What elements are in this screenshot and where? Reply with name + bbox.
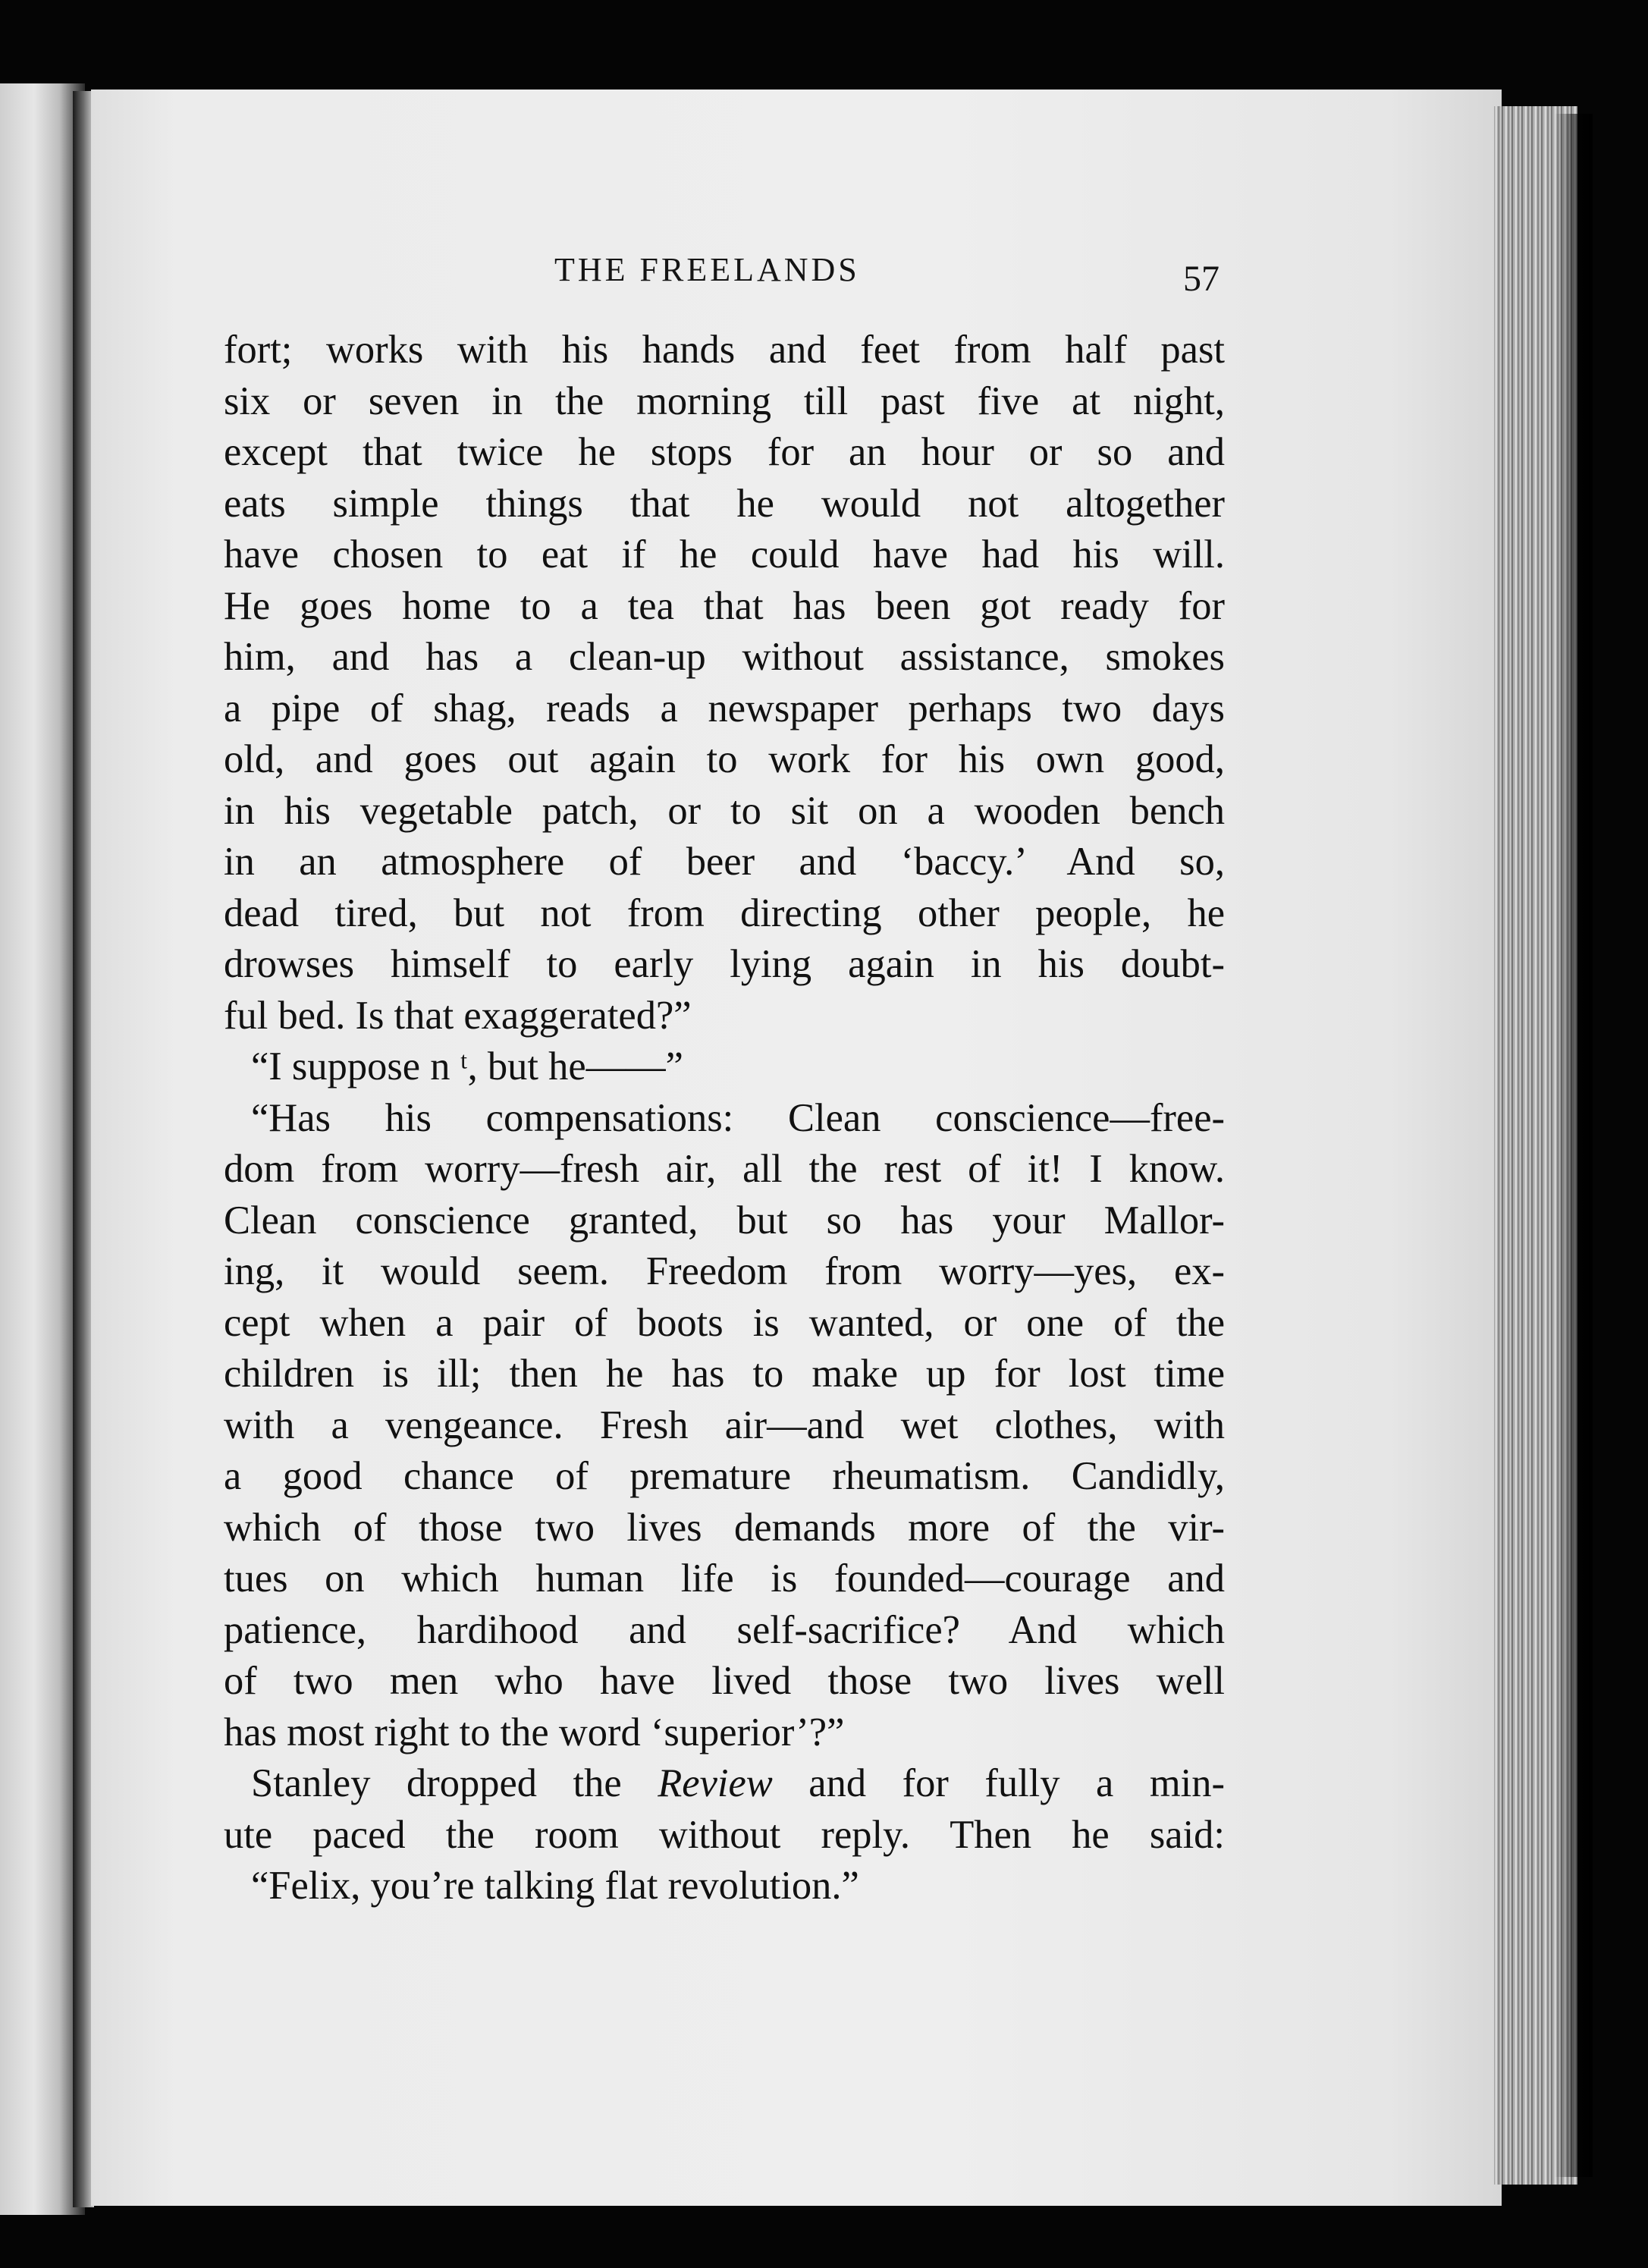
text-line: in an atmosphere of beer and ‘baccy.’ And so, bbox=[224, 840, 1225, 884]
text-line: a pipe of shag, reads a newspaper perhaps two days bbox=[224, 686, 1225, 730]
text-line: dead tired, but not from directing other people, he bbox=[224, 891, 1225, 935]
text-line: fort; works with his hands and feet from half past bbox=[224, 328, 1225, 372]
text-line: Clean conscience granted, but so has your Mallor- bbox=[224, 1198, 1225, 1242]
text-line: “I suppose n ᵗ, but he——” bbox=[251, 1044, 683, 1088]
text-line: “Has his compensations: Clean conscience—free- bbox=[251, 1095, 1225, 1140]
text-line: “Felix, you’re talking flat revolution.” bbox=[251, 1864, 859, 1908]
text-run: Stanley dropped the bbox=[251, 1761, 658, 1805]
text-line: of two men who have lived those two lives well bbox=[224, 1659, 1225, 1703]
text-line bbox=[224, 1758, 1225, 1810]
text-line: have chosen to eat if he could have had his will. bbox=[224, 532, 1225, 576]
text-run: and for fully a min- bbox=[772, 1761, 1225, 1805]
text-line: ing, it would seem. Freedom from worry—yes, ex- bbox=[224, 1249, 1225, 1293]
text-line: eats simple things that he would not altogether bbox=[224, 481, 1225, 526]
text-line: dom from worry—fresh air, all the rest of it! I know. bbox=[224, 1147, 1225, 1191]
text-line: old, and goes out again to work for his own good, bbox=[224, 737, 1225, 781]
text-line: a good chance of premature rheumatism. Candidly, bbox=[224, 1454, 1225, 1498]
text-line: cept when a pair of boots is wanted, or one of the bbox=[224, 1300, 1225, 1345]
text-line: has most right to the word ‘superior’?” bbox=[224, 1710, 845, 1754]
text-line: drowses himself to early lying again in his doubt- bbox=[224, 942, 1225, 986]
text-line: except that twice he stops for an hour or so and bbox=[224, 430, 1225, 474]
text-line: ute paced the room without reply. Then he said: bbox=[224, 1812, 1225, 1857]
italic-title: Review bbox=[658, 1761, 773, 1805]
page-number: 57 bbox=[1183, 259, 1220, 299]
text-line: him, and has a clean-up without assistance, smokes bbox=[224, 635, 1225, 679]
text-line: ful bed. Is that exaggerated?” bbox=[224, 993, 692, 1038]
page-stack-shadow bbox=[1555, 114, 1593, 2177]
text-line: He goes home to a tea that has been got ready for bbox=[224, 583, 1225, 628]
text-line: tues on which human life is founded—courage and bbox=[224, 1557, 1225, 1600]
text-line: with a vengeance. Fresh air—and wet clothes, with bbox=[224, 1403, 1225, 1447]
text-line: patience, hardihood and self-sacrifice? And which bbox=[224, 1607, 1225, 1652]
text-line: six or seven in the morning till past five at night, bbox=[224, 379, 1225, 423]
text-line: in his vegetable patch, or to sit on a wooden bench bbox=[224, 788, 1225, 833]
text-line: which of those two lives demands more of the vir- bbox=[224, 1505, 1225, 1550]
body-text bbox=[224, 325, 1225, 1912]
text-line: children is ill; then he has to make up for lost time bbox=[224, 1352, 1225, 1396]
running-title: THE FREELANDS bbox=[554, 251, 860, 288]
